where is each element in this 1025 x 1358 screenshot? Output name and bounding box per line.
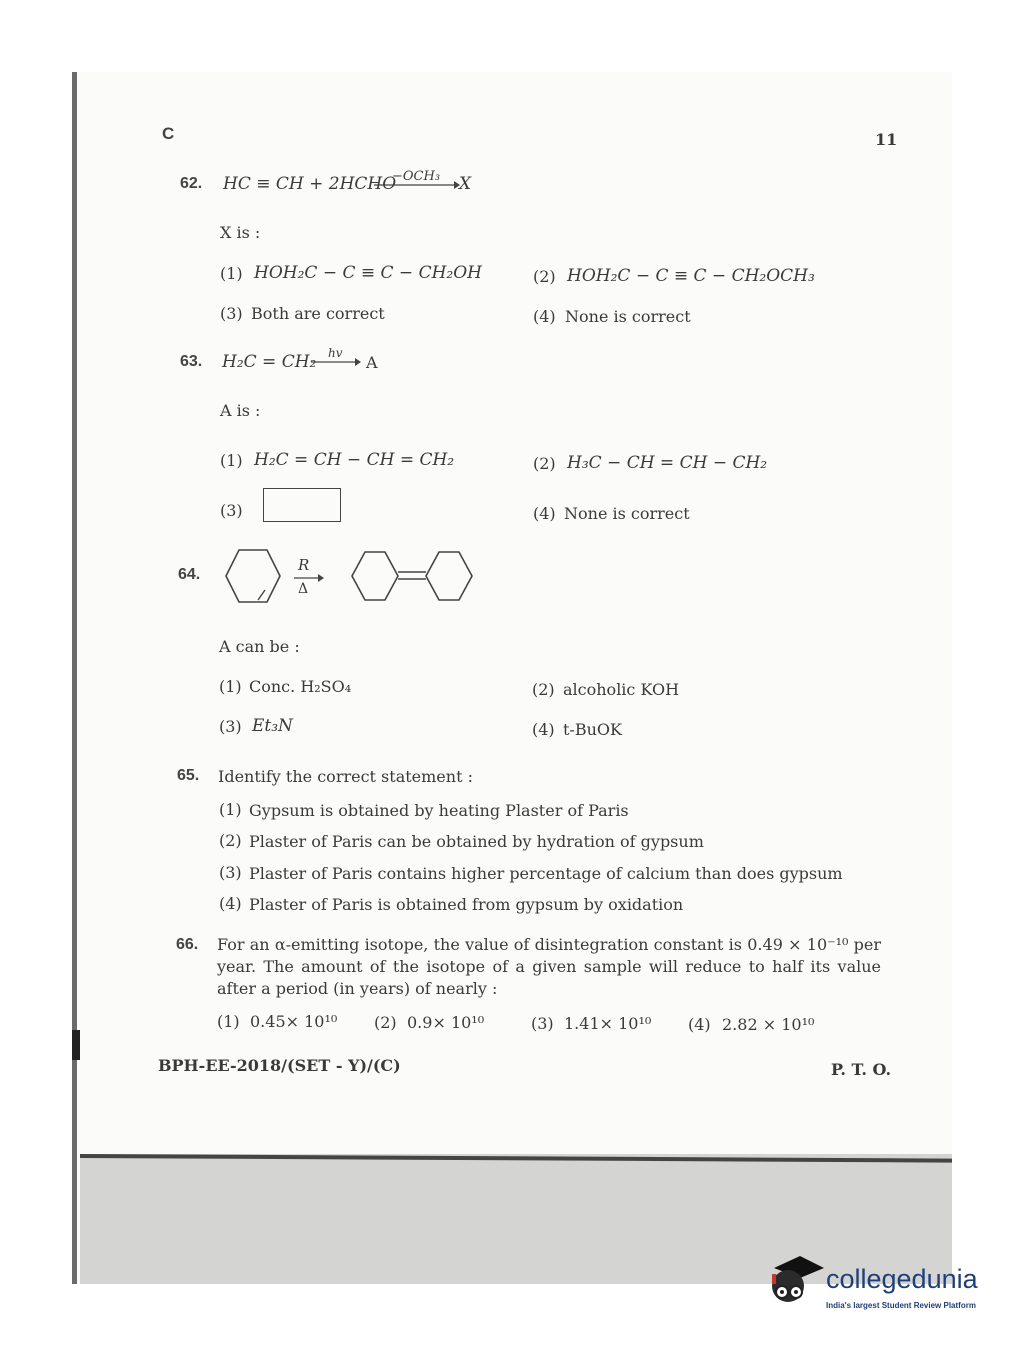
exam-page [72, 72, 952, 1284]
q62-option-text: None is correct [565, 307, 691, 326]
q64-option-text: Conc. H₂SO₄ [249, 677, 352, 696]
q62-option-num: (1) [220, 264, 243, 283]
page-edge [72, 72, 77, 1284]
q64-reagent-bottom: Δ [298, 581, 309, 597]
q64-option-text: Et₃N [252, 716, 293, 736]
q64-option-num: (1) [219, 677, 242, 696]
q62-option-text: HOH₂C − C ≡ C − CH₂OCH₃ [567, 266, 815, 286]
q65-option-text: Gypsum is obtained by heating Plaster of Paris [249, 801, 629, 820]
q63-option-num: (3) [220, 501, 243, 520]
q65-option-num: (1) [219, 800, 242, 819]
cyclohexene-structure [222, 546, 284, 606]
q65-option-num: (3) [219, 863, 242, 882]
q65-option-num: (2) [219, 831, 242, 850]
q62-reagent: −OCH₃ [392, 169, 441, 184]
exam-code: BPH-EE-2018/(SET - Y)/(C) [158, 1056, 401, 1075]
q64-option-num: (4) [532, 720, 555, 739]
q65-option-text: Plaster of Paris contains higher percentage of calcium than does gypsum [249, 864, 843, 883]
q66-option-num: (3) [531, 1014, 554, 1033]
q66-option-text: 2.82 × 10¹⁰ [722, 1015, 815, 1034]
q62-product: X [459, 174, 472, 194]
q64-reagent-top: R [298, 556, 310, 574]
q66-option-text: 0.45× 10¹⁰ [250, 1012, 338, 1031]
q62-reaction-left: HC ≡ CH + 2HCHO [223, 174, 397, 194]
q66-option-text: 0.9× 10¹⁰ [407, 1013, 485, 1032]
q63-reaction-left: H₂C = CH₂ [222, 352, 317, 372]
page-edge-mark [72, 1030, 80, 1060]
q62-option-text: HOH₂C − C ≡ C − CH₂OH [254, 263, 482, 283]
question-number-64: 64. [178, 566, 201, 583]
q64-option-num: (3) [219, 717, 242, 736]
q62-prompt: X is : [220, 223, 261, 242]
q63-option-num: (1) [220, 451, 243, 470]
q62-option-num: (4) [533, 307, 556, 326]
bicyclohexylidene-structure [348, 546, 476, 606]
q64-prompt: A can be : [219, 637, 300, 656]
collegedunia-mascot-icon [766, 1252, 824, 1312]
q63-prompt: A is : [220, 401, 261, 420]
q65-prompt: Identify the correct statement : [218, 767, 473, 786]
pto-label: P. T. O. [831, 1060, 892, 1079]
q65-option-num: (4) [219, 894, 242, 913]
q64-option-text: alcoholic KOH [563, 680, 680, 699]
q63-reaction-arrow [311, 357, 361, 367]
question-number-66: 66. [176, 936, 199, 953]
q63-product: A [366, 353, 378, 372]
q64-option-num: (2) [532, 680, 555, 699]
question-number-62: 62. [180, 175, 203, 192]
cyclobutane-structure [263, 488, 341, 522]
q62-option-num: (2) [533, 267, 556, 286]
q62-option-text: Both are correct [251, 304, 385, 323]
question-number-65: 65. [177, 767, 200, 784]
q66-option-num: (2) [374, 1013, 397, 1032]
collegedunia-logo-text: collegedunia [826, 1264, 978, 1294]
q63-option-text: H₂C = CH − CH = CH₂ [254, 450, 455, 470]
q63-reagent: hv [328, 346, 343, 360]
q62-option-num: (3) [220, 304, 243, 323]
q63-option-text: None is correct [564, 504, 690, 523]
q66-option-num: (1) [217, 1012, 240, 1031]
page-number: 11 [875, 130, 898, 149]
q66-option-text: 1.41× 10¹⁰ [564, 1014, 652, 1033]
q65-option-text: Plaster of Paris can be obtained by hydration of gypsum [249, 832, 704, 851]
q65-option-text: Plaster of Paris is obtained from gypsum by oxidation [249, 895, 684, 914]
q63-option-num: (2) [533, 454, 556, 473]
q63-option-text: H₃C − CH = CH − CH₂ [567, 453, 768, 473]
set-letter: C [162, 124, 175, 143]
q66-text: For an α-emitting isotope, the value of disintegration constant is 0.49 × 10⁻¹⁰ per year. The amount of the isotope of a given sample will reduce to half its value after a period (in years) of nearly : [217, 935, 881, 998]
collegedunia-tagline: India's largest Student Review Platform [826, 1301, 976, 1310]
q66-option-num: (4) [688, 1015, 711, 1034]
q62-reaction-arrow [374, 180, 460, 190]
q64-option-text: t-BuOK [563, 720, 622, 739]
question-number-63: 63. [180, 353, 203, 370]
q63-option-num: (4) [533, 504, 556, 523]
